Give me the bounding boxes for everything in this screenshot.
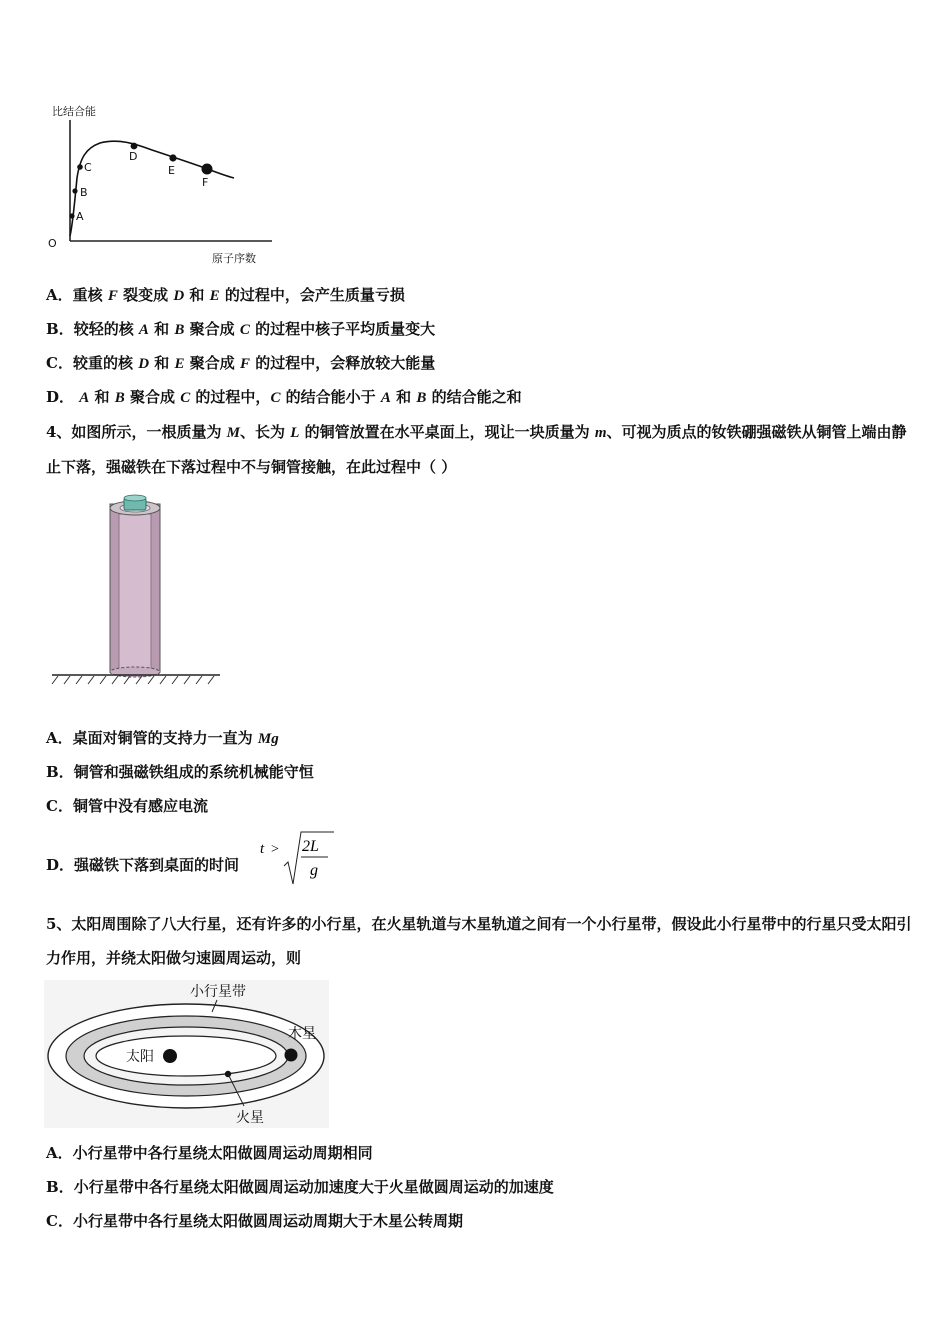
q5-stem: 5、太阳周围除了八大行星，还有许多的小行星，在火星轨道与木星轨道之间有一个小行星带，假设此小行星带中的行星只受太阳引力作用，并绕太阳做匀速圆周运动，则	[46, 915, 912, 967]
q3-option-b: B．较轻的核 A 和 B 聚合成 C 的过程中核子平均质量变大	[46, 320, 436, 338]
point-a	[69, 213, 74, 218]
jupiter	[285, 1049, 298, 1062]
sun	[163, 1049, 177, 1063]
math-variable: C	[270, 390, 281, 406]
math-variable: L	[290, 425, 300, 441]
text-run: 和	[149, 354, 175, 372]
asteroid-belt-figure	[44, 980, 329, 1128]
mars-orbit	[96, 1036, 276, 1076]
text-run: 4、如图所示，一根质量为	[46, 423, 227, 441]
text-run: 的铜管放置在水平桌面上，现让一块质量为	[299, 423, 595, 441]
text-run: 的过程中，会产生质量亏损	[219, 286, 405, 304]
mars-label: 火星	[236, 1110, 264, 1126]
text-run: 的结合能小于	[280, 388, 381, 406]
formula-operator: >	[271, 842, 279, 857]
math-variable: B	[114, 390, 125, 406]
formula-sqrt	[258, 828, 338, 888]
formula-lhs: t	[260, 841, 265, 857]
math-variable: C	[180, 390, 191, 406]
point-f	[202, 164, 213, 175]
point-d	[131, 143, 138, 150]
math-variable: F	[239, 356, 250, 372]
belt-label: 小行星带	[190, 984, 246, 1000]
text-run: 和	[390, 388, 417, 406]
math-variable: D	[138, 356, 150, 372]
text-run: ．铜管中没有感应电流	[57, 797, 208, 815]
formula-numerator: 2L	[302, 838, 319, 855]
text-run: ．重核	[57, 286, 108, 304]
text-run: 裂变成	[117, 286, 174, 304]
math-variable: E	[174, 356, 185, 372]
sun-label: 太阳	[126, 1049, 154, 1065]
copper-tube-figure	[48, 494, 223, 690]
origin-label: O	[48, 237, 57, 250]
tube-inner-wall	[119, 514, 151, 672]
point-label-a: A	[76, 210, 84, 223]
text-run: 的过程中核子平均质量变大	[249, 320, 436, 338]
point-label-d: D	[129, 150, 138, 163]
point-label-b: B	[80, 186, 88, 199]
text-run: 和	[89, 388, 115, 406]
math-variable: C	[239, 322, 250, 338]
text-run: 聚合成	[124, 388, 181, 406]
text-run: 和	[148, 320, 175, 338]
text-run: 的结合能之和	[426, 388, 522, 406]
math-variable: D	[173, 288, 185, 304]
math-variable: E	[209, 288, 220, 304]
math-variable: M	[226, 425, 241, 441]
magnet-top	[124, 495, 146, 501]
q5-option-b: B．小行星带中各行星绕太阳做圆周运动加速度大于火星做圆周运动的加速度	[46, 1178, 554, 1196]
table-hatching	[52, 676, 214, 684]
point-label-c: C	[84, 161, 92, 174]
point-e	[169, 154, 176, 161]
formula-denominator: g	[310, 862, 318, 879]
q3-option-c: C．较重的核 D 和 E 聚合成 F 的过程中，会释放较大能量	[46, 354, 436, 372]
math-variable: m	[594, 425, 607, 441]
text-run: 和	[184, 286, 210, 304]
x-axis-label: 原子序数	[212, 252, 256, 265]
text-run: 聚合成	[184, 354, 240, 372]
q3-option-a: A．重核 F 裂变成 D 和 E 的过程中，会产生质量亏损	[46, 286, 405, 304]
math-variable: F	[107, 288, 118, 304]
point-b	[72, 188, 77, 193]
math-variable: A	[380, 390, 391, 406]
math-variable: A	[138, 322, 149, 338]
q5-option-a: A．小行星带中各行星绕太阳做圆周运动周期相同	[46, 1144, 373, 1162]
point-label-f: F	[202, 176, 209, 189]
q4-stem	[46, 415, 912, 484]
text-run: ．桌面对铜管的支持力一直为	[57, 729, 258, 747]
text-run: 聚合成	[184, 320, 240, 338]
point-c	[77, 164, 83, 170]
math-variable: B	[416, 390, 427, 406]
binding-energy-curve	[70, 141, 234, 236]
q5-option-c: C．小行星带中各行星绕太阳做圆周运动周期大于木星公转周期	[46, 1212, 463, 1230]
math-variable: Mg	[257, 731, 279, 747]
text-run: 的过程中，会释放较大能量	[249, 354, 436, 372]
text-run: 、可视为质点的钕铁硼强磁铁从铜管上端由静止下落，强磁铁在下落过程中不与铜管接触，在此过程中（ ）	[46, 423, 907, 476]
binding-energy-figure	[40, 98, 280, 273]
text-run: ．较重的核	[57, 354, 139, 372]
text-run: 的过程中，	[190, 388, 271, 406]
q4-option-d: D．强磁铁下落到桌面的时间	[46, 856, 240, 874]
math-variable: B	[174, 322, 185, 338]
text-run: ．	[59, 388, 80, 406]
point-label-e: E	[168, 164, 175, 177]
text-run: 、长为	[240, 423, 291, 441]
math-variable: A	[79, 390, 90, 406]
q3-option-d: D． A 和 B 聚合成 C 的过程中，C 的结合能小于 A 和 B 的结合能之和	[46, 388, 522, 406]
text-run: ．铜管和强磁铁组成的系统机械能守恒	[58, 763, 314, 781]
jupiter-label: 木星	[288, 1026, 316, 1042]
y-axis-label: 比结合能	[52, 105, 96, 118]
q4-option-a: A．桌面对铜管的支持力一直为 Mg	[46, 729, 279, 747]
q4-option-b: B．铜管和强磁铁组成的系统机械能守恒	[46, 763, 314, 781]
text-run: ．较轻的核	[58, 320, 139, 338]
q4-option-c: C．铜管中没有感应电流	[46, 797, 208, 815]
